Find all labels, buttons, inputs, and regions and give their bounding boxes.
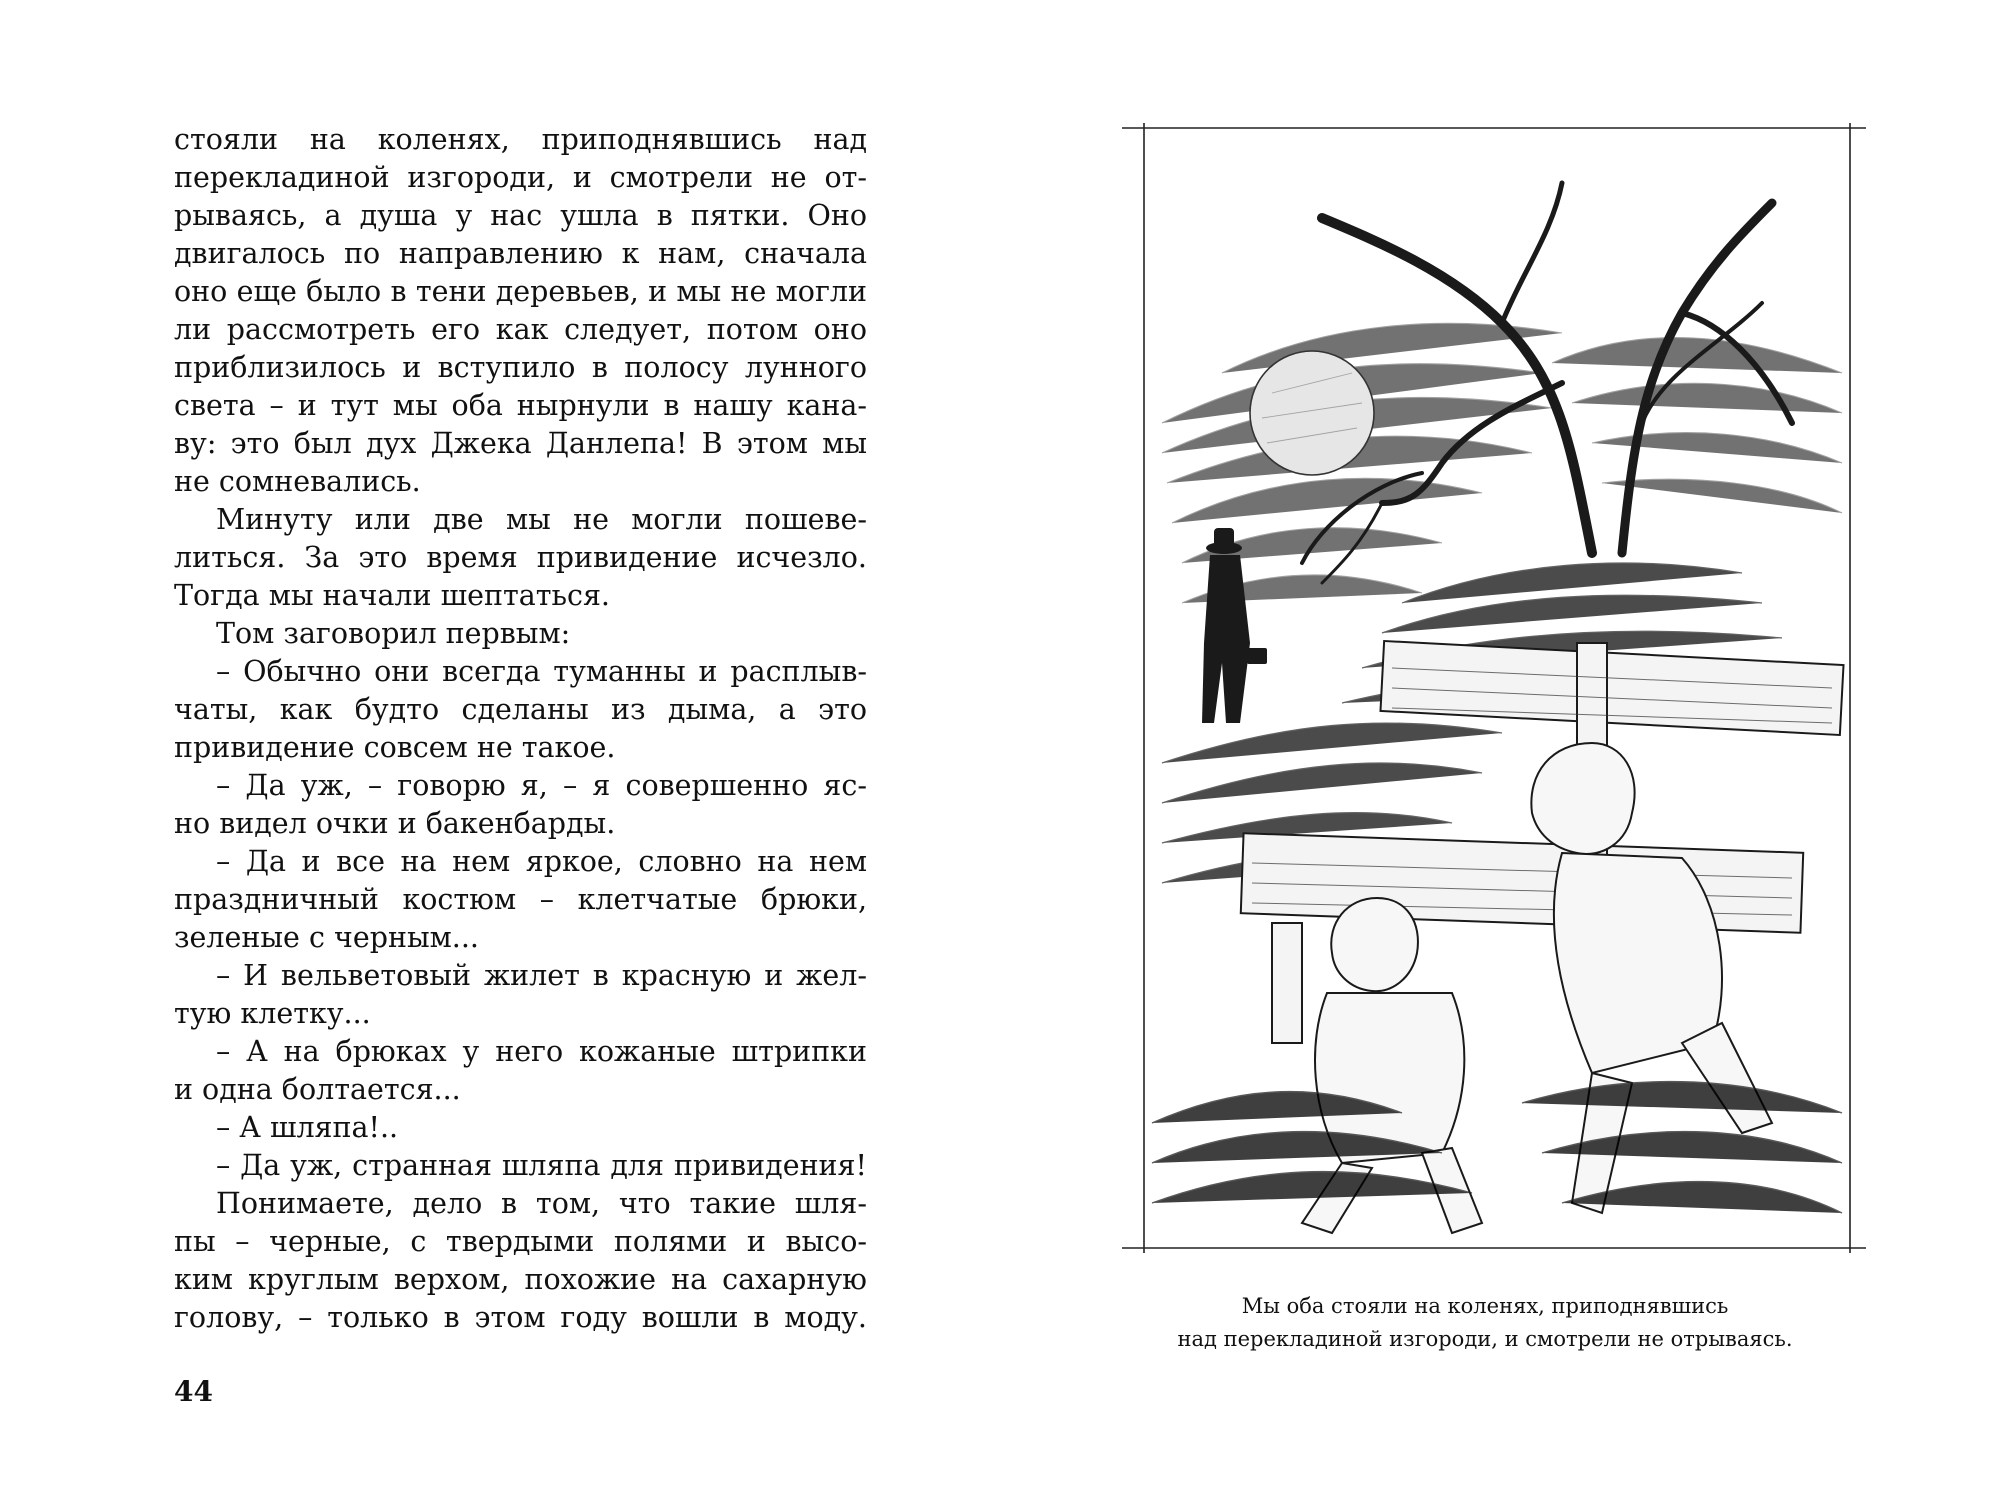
text-line: Минуту или две мы не могли пошеве-: [216, 503, 867, 536]
illustration: [1122, 123, 1866, 1253]
text-line: пы – черные, с твердыми полями и высо-: [174, 1225, 867, 1258]
text-line: ким круглым верхом, похожие на сахарную: [174, 1263, 867, 1296]
text-line: праздничный костюм – клетчатые брюки,: [174, 883, 867, 916]
fence: [1241, 641, 1844, 1043]
text-line: тую клетку...: [174, 997, 371, 1030]
text-line: приблизилось и вступило в полосу лунного: [174, 351, 867, 384]
text-line: – А на брюках у него кожаные штрипки: [216, 1035, 867, 1068]
text-line: Том заговорил первым:: [216, 617, 571, 650]
text-line: чаты, как будто сделаны из дыма, а это: [174, 693, 867, 726]
body-text: [174, 121, 867, 1337]
text-line: – Да и все на нем яркое, словно на нем: [216, 845, 867, 878]
text-line: оно еще было в тени деревьев, и мы не могли: [174, 275, 867, 308]
text-line: Тогда мы начали шептаться.: [174, 579, 610, 612]
text-line: ли рассмотреть его как следует, потом оно: [174, 313, 867, 346]
text-line: – Да уж, – говорю я, – я совершенно яс-: [216, 769, 867, 802]
text-line: зеленые с черным...: [174, 921, 479, 954]
text-line: и одна болтается...: [174, 1073, 461, 1106]
text-line: но видел очки и бакенбарды.: [174, 807, 616, 840]
illustration-caption: [1090, 1290, 1880, 1356]
ghost-figure: [1202, 528, 1267, 723]
text-line: не сомневались.: [174, 465, 421, 498]
text-line: света – и тут мы оба нырнули в нашу кана-: [174, 389, 867, 422]
caption-line: над перекладиной изгороди, и смотрели не отрываясь.: [1177, 1327, 1793, 1351]
text-line: – Обычно они всегда туманны и расплыв-: [216, 655, 867, 688]
text-line: – А шляпа!..: [216, 1111, 399, 1144]
text-line: привидение совсем не такое.: [174, 731, 616, 764]
text-line: – И вельветовый жилет в красную и жел-: [216, 959, 867, 992]
text-line: литься. За это время привидение исчезло.: [174, 541, 867, 574]
text-line: перекладиной изгороди, и смотрели не от-: [174, 161, 867, 194]
left-page: [0, 0, 1000, 1500]
caption-line: Мы оба стояли на коленях, приподнявшись: [1241, 1294, 1729, 1318]
text-line: стояли на коленях, приподнявшись над: [174, 123, 867, 156]
foreground-grass: [1152, 1082, 1842, 1213]
moon: [1250, 351, 1374, 475]
text-line: Понимаете, дело в том, что такие шля-: [216, 1187, 867, 1220]
text-line: – Да уж, странная шляпа для привидения!: [216, 1149, 867, 1182]
text-line: рываясь, а душа у нас ушла в пятки. Оно: [174, 199, 867, 232]
text-line: голову, – только в этом году вошли в моду.: [174, 1301, 867, 1334]
text-line: двигалось по направлению к нам, сначала: [174, 237, 867, 270]
right-page: [1000, 0, 2001, 1500]
text-line: ву: это был дух Джека Данлепа! В этом мы: [174, 427, 867, 460]
page-number: 44: [174, 1375, 213, 1408]
sky-hatching: [1162, 323, 1842, 603]
